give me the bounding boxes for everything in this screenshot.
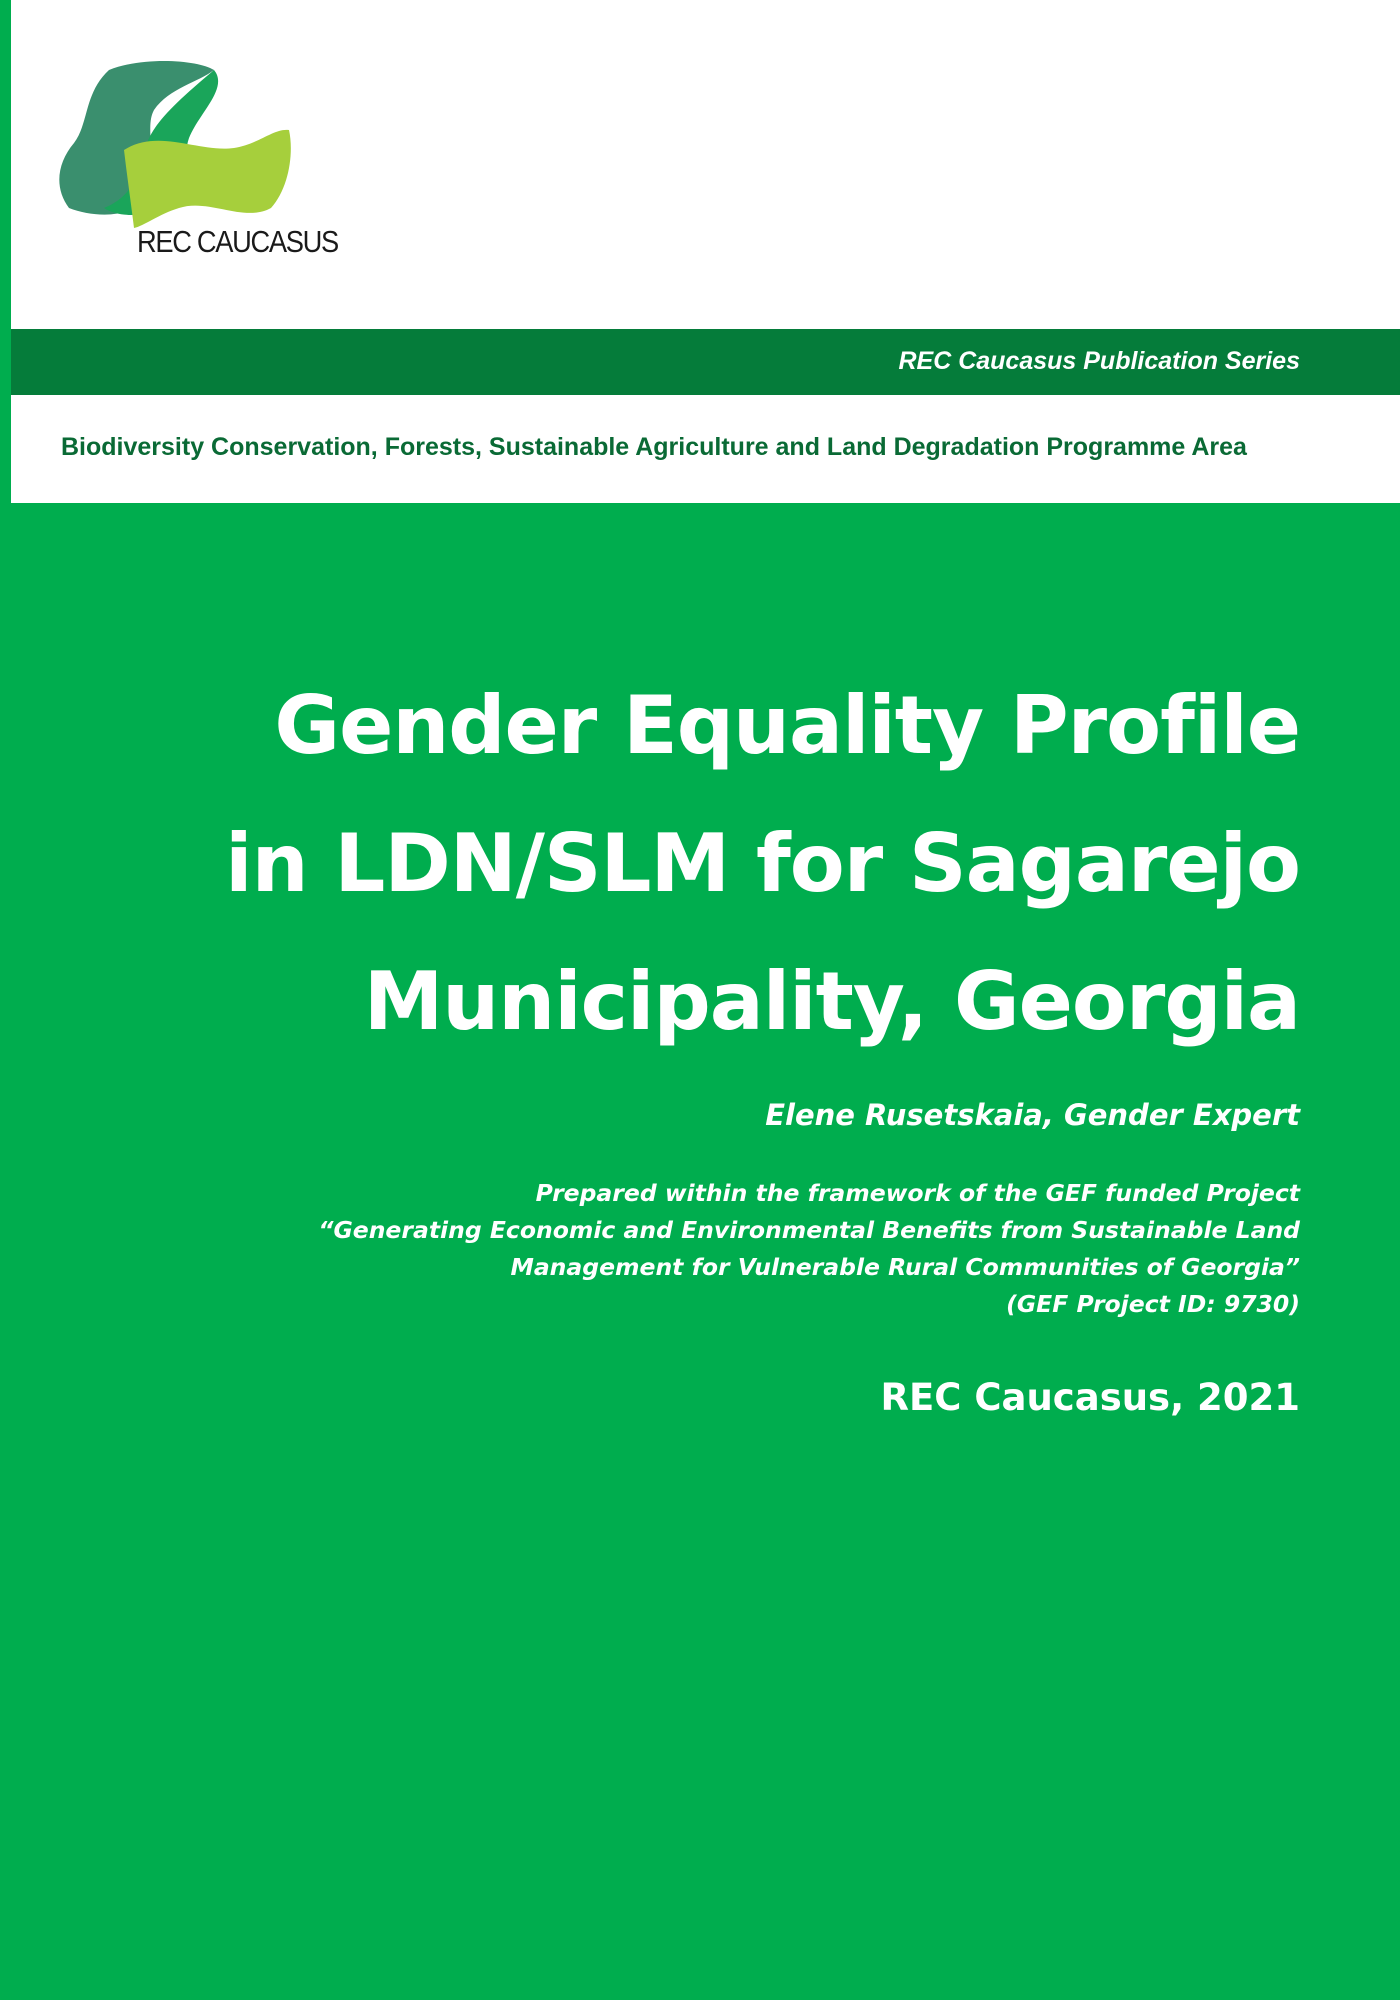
framework-line: Prepared within the framework of the GEF funded Project xyxy=(535,1179,1300,1207)
logo-label: REC CAUCASUS xyxy=(137,224,338,259)
title-line: in LDN/SLM for Sagarejo xyxy=(225,817,1300,910)
programme-area-band xyxy=(11,395,1400,503)
publication-series-text: REC Caucasus Publication Series xyxy=(898,347,1300,375)
document-title xyxy=(100,657,1300,1071)
title-line: Municipality, Georgia xyxy=(363,955,1300,1048)
left-green-stripe xyxy=(0,0,11,503)
publication-series-bar xyxy=(11,329,1400,395)
author-line: Elene Rusetskaia, Gender Expert xyxy=(765,1098,1300,1132)
framework-line: Management for Vulnerable Rural Communities of Georgia” xyxy=(510,1253,1300,1281)
project-framework-note xyxy=(200,1175,1300,1323)
rec-caucasus-logo xyxy=(49,58,339,276)
logo-leaf-icon xyxy=(49,58,339,228)
logo-lime-ribbon xyxy=(124,130,291,228)
cover-header xyxy=(11,0,1400,329)
framework-line: (GEF Project ID: 9730) xyxy=(1006,1290,1300,1318)
framework-line: “Generating Economic and Environmental Benefits from Sustainable Land xyxy=(318,1216,1300,1244)
programme-area-text: Biodiversity Conservation, Forests, Sustainable Agriculture and Land Degradation Programme Area xyxy=(61,433,1247,461)
title-line: Gender Equality Profile xyxy=(274,679,1300,772)
publisher-year: REC Caucasus, 2021 xyxy=(880,1376,1300,1419)
